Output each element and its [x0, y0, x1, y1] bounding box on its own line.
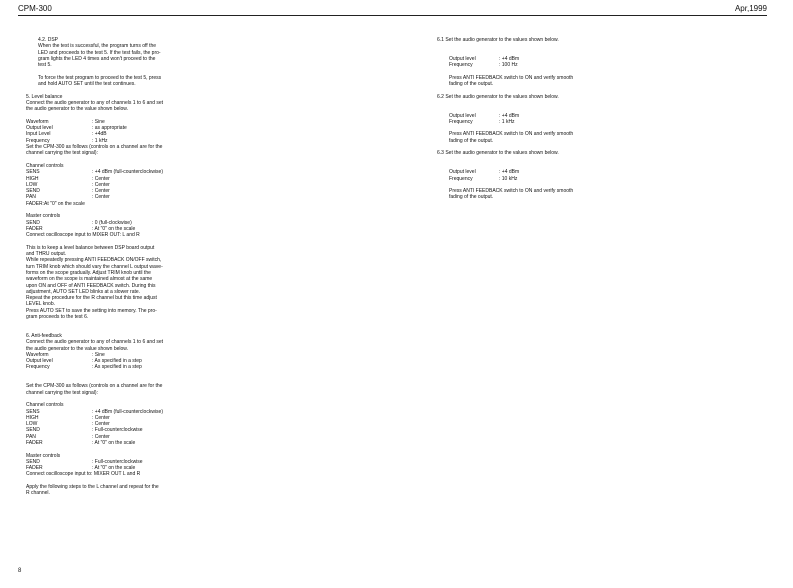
spec-value: : Center [92, 421, 110, 428]
spec-label: SEND [26, 427, 40, 434]
spec-label: Frequency [449, 118, 473, 125]
text-line: Press AUTO SET to save the setting into memory. The pro- [26, 307, 157, 314]
spec-value: : as appropriate [92, 125, 127, 132]
spec-value: : +4 dBm [499, 55, 520, 62]
spec-value: : 0 (full-clockwise) [92, 219, 132, 226]
spec-value: : Center [92, 433, 110, 440]
spec-value: : +4 dBm (full-counterclockwise) [92, 169, 163, 176]
page-header [0, 0, 793, 18]
text-line: Master controls [26, 452, 61, 459]
text-line: fading of the output. [449, 81, 494, 88]
text-line: To force the test program to proceed to the test 5, press [38, 74, 162, 81]
text-line: Press ANTI FEEDBACK switch to ON and verify smooth [449, 131, 574, 138]
text-line: 6. Anti-feedback [26, 332, 62, 339]
text-line: and THRU output. [26, 251, 67, 258]
text-line: the audio generator to the value shown below. [26, 106, 129, 113]
spec-value: : At "0" on the scale [92, 440, 136, 446]
text-line: Connect the audio generator to any of channels 1 to 6 and set [26, 99, 164, 106]
text-line: the audio generator to the value shown below. [26, 345, 129, 352]
text-line: FADER:At "0" on the scale [26, 200, 85, 207]
spec-value: : 1 kHz [499, 118, 515, 125]
spec-label: Frequency [26, 137, 50, 144]
page-number: 8 [18, 568, 22, 574]
text-line: gram proceeds to the test 6. [26, 314, 89, 321]
text-line: test 5. [38, 62, 52, 69]
spec-label: Output level [449, 169, 476, 176]
spec-label: PAN [26, 194, 36, 201]
text-line: LED and proceeds to the test 5. If the test fails, the pro- [38, 49, 161, 56]
text-line: fading of the output. [449, 194, 494, 201]
spec-value: : Full-counterclockwise [92, 458, 143, 465]
text-line: 4.2. DSP [38, 37, 59, 43]
spec-value: : At "0" on the scale [92, 465, 136, 472]
spec-label: SEND [26, 188, 40, 195]
spec-value: : Center [92, 181, 110, 188]
text-line: Connect oscilloscope input to MIXER OUT: L and R [26, 232, 140, 239]
text-line: gram lights the LED 4 times and won't proceed to the [38, 55, 156, 62]
text-line: Connect oscilloscope input to: MIXER OUT L and R [26, 471, 141, 478]
spec-value: : Sine [92, 118, 105, 125]
spec-value: : Sine [92, 351, 105, 358]
spec-label: PAN [26, 433, 36, 440]
text-line: upon ON and OFF of ANTI FEEDBACK switch. During this [26, 282, 156, 289]
text-line: channel carrying the test signal): [26, 389, 98, 396]
text-line: fading of the output. [449, 137, 494, 144]
spec-value: : 10 kHz [499, 175, 518, 182]
header-rule [18, 15, 767, 16]
spec-label: Output level [26, 358, 53, 365]
text-line: When the test is successful, the program turns off the [38, 43, 157, 50]
spec-label: Frequency [26, 364, 50, 371]
spec-value: : Center [92, 188, 110, 195]
spec-label: Waveform [26, 118, 49, 125]
text-line: 5. Level balance [26, 93, 63, 100]
right-column [437, 37, 627, 201]
spec-label: Output level [449, 112, 476, 119]
spec-label: Frequency [449, 175, 473, 182]
left-column [26, 37, 198, 497]
spec-label: Output level [449, 55, 476, 62]
spec-value: : +4 dBm [499, 112, 520, 119]
text-line: adjustment, AUTO SET LED blinks at a slower rate. [26, 288, 141, 295]
spec-label: SENS [26, 408, 40, 415]
document-title: CPM-300 [18, 4, 52, 13]
spec-value: : 100 Hz [499, 62, 518, 69]
text-line: Set the CPM-300 as follows (controls on a channel are for the [26, 383, 163, 390]
text-line: 6.3 Set the audio generator to the values shown below. [437, 150, 559, 157]
text-line: turn TRIM knob which should vary the channel L output wave- [26, 263, 163, 270]
text-line: 6.1 Set the audio generator to the values shown below. [437, 37, 559, 43]
text-line: R channel. [26, 490, 50, 497]
spec-label: HIGH [26, 414, 39, 421]
spec-value: : At "0" on the scale [92, 225, 136, 232]
document-date: Apr,1999 [734, 4, 767, 13]
text-line: 6.2 Set the audio generator to the values shown below. [437, 93, 559, 100]
text-line: Master controls [26, 213, 61, 220]
spec-label: Output level [26, 125, 53, 132]
spec-label: FADER [26, 465, 43, 472]
spec-value: : Center [92, 414, 110, 421]
text-line: LEVEL knob. [26, 301, 56, 308]
spec-label: LOW [26, 181, 38, 188]
spec-label: LOW [26, 421, 38, 428]
spec-label: HIGH [26, 175, 39, 182]
spec-label: Waveform [26, 351, 49, 358]
text-line: Press ANTI FEEDBACK switch to ON and verify smooth [449, 74, 574, 81]
text-line: Connect the audio generator to any of channels 1 to 6 and set [26, 339, 164, 346]
text-line: Set the CPM-300 as follows (controls on a channel are for the [26, 144, 163, 151]
spec-label: FADER [26, 440, 43, 446]
spec-value: : As specified in a step [92, 358, 142, 365]
spec-value: : Center [92, 194, 110, 201]
spec-value: : Full-counterclockwise [92, 427, 143, 434]
spec-value: : +4 dBm (full-counterclockwise) [92, 408, 163, 415]
text-line: and hold AUTO SET until the test continues. [38, 81, 136, 88]
spec-value: : 1 kHz [92, 137, 108, 144]
spec-label: Frequency [449, 62, 473, 69]
text-line: While repeatedly pressing ANTI FEEDBACK ON/OFF switch, [26, 257, 162, 264]
spec-label: FADER [26, 225, 43, 232]
text-line: Press ANTI FEEDBACK switch to ON and verify smooth [449, 188, 574, 195]
text-line: waveform on the scope is maintained almost at the same [26, 276, 153, 283]
spec-value: : Center [92, 175, 110, 182]
spec-value: : +4dB [92, 131, 107, 138]
spec-value: : As specified in a step [92, 364, 142, 371]
spec-label: SEND [26, 219, 40, 226]
spec-label: SENS [26, 169, 40, 176]
text-line: This is to keep a level balance between DSP board output [26, 244, 155, 251]
text-line: Repeat the procedure for the R channel but this time adjust [26, 295, 157, 302]
text-line: channel carrying the test signal): [26, 150, 98, 157]
text-line: forms on the scope gradually. Adjust TRIM knob until the [26, 269, 151, 276]
text-line: Channel controls [26, 162, 64, 169]
text-line: Apply the following steps to the L channel and repeat for the [26, 484, 159, 491]
spec-value: : +4 dBm [499, 169, 520, 176]
text-line: Channel controls [26, 402, 64, 409]
spec-label: SEND [26, 458, 40, 465]
spec-label: Input Level [26, 131, 51, 138]
